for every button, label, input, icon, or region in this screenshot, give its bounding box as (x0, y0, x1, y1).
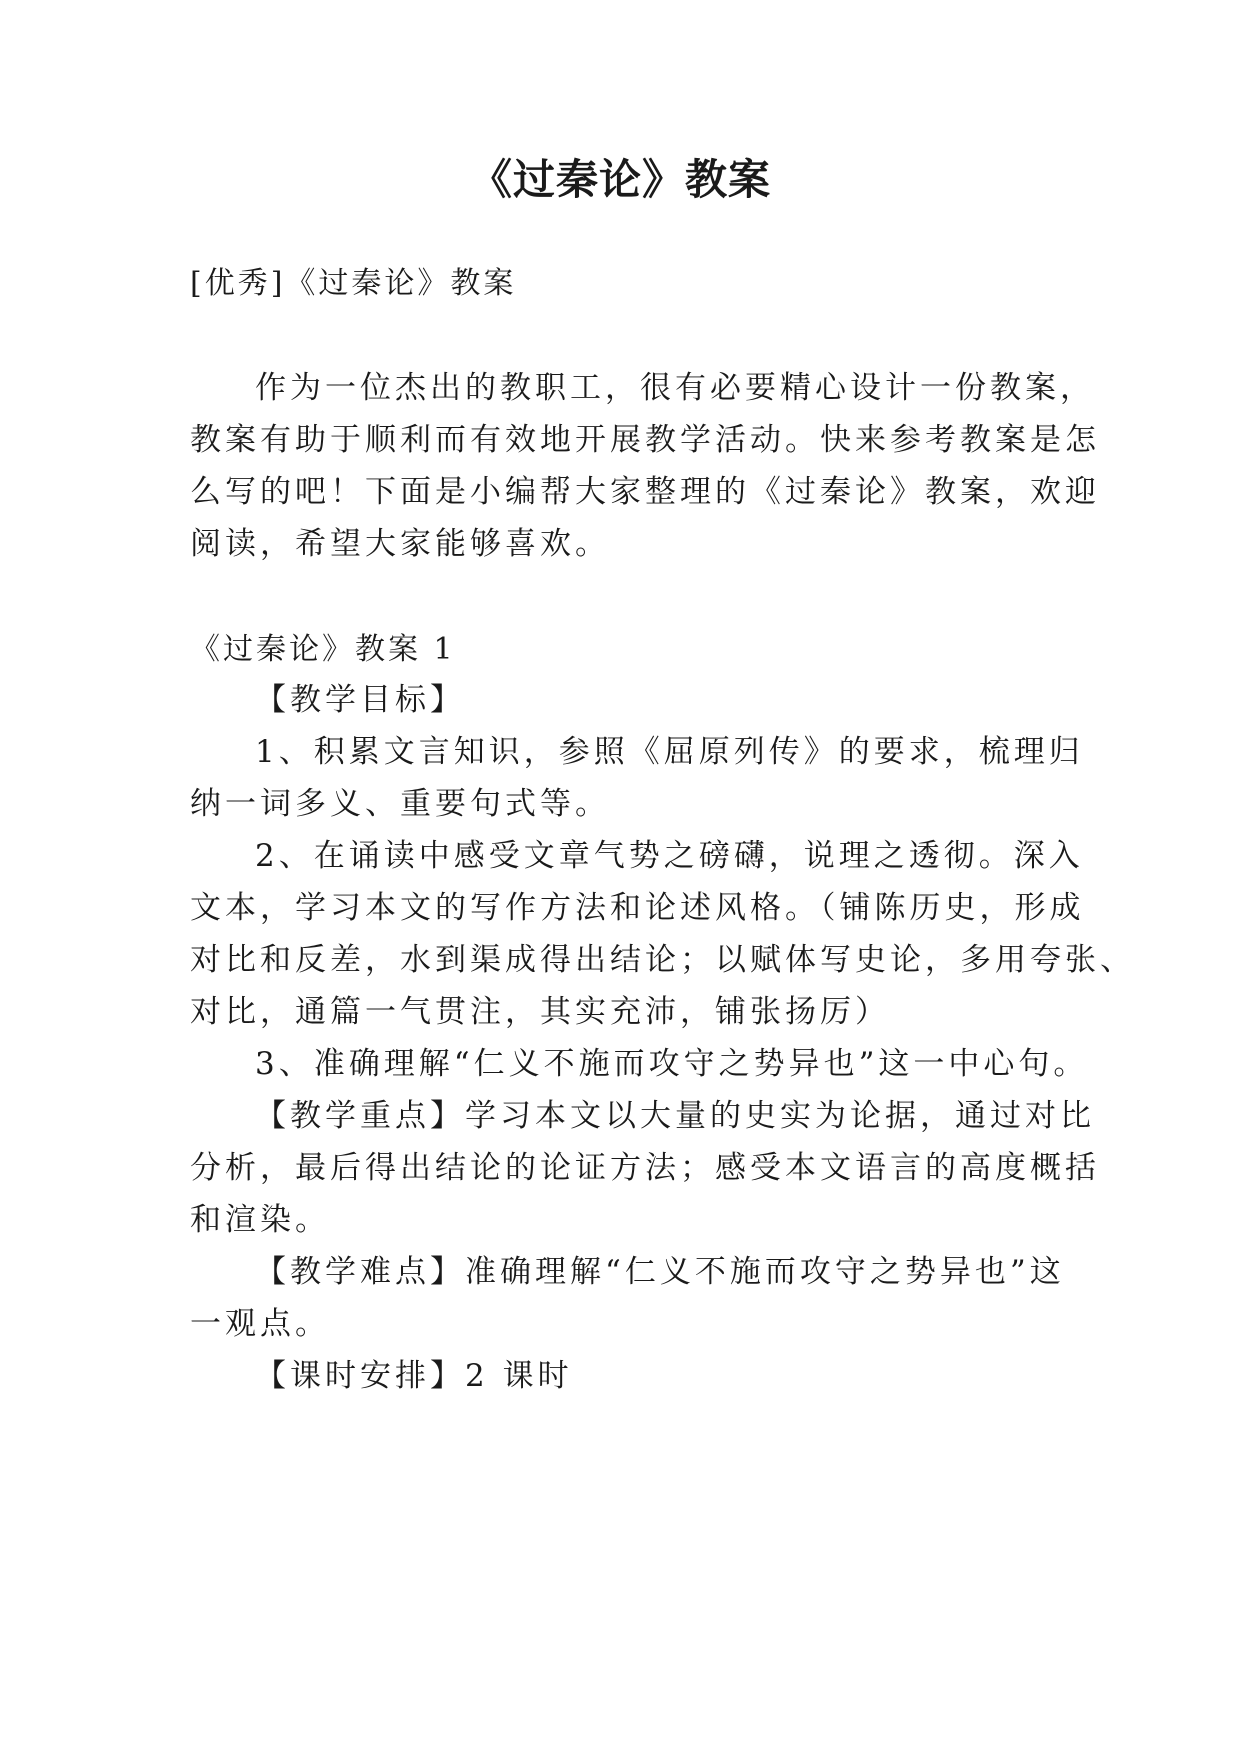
goal-2-line-1: 2、在诵读中感受文章气势之磅礴，说理之透彻。深入 (255, 838, 1084, 874)
intro-line-4: 阅读，希望大家能够喜欢。 (190, 526, 610, 562)
goal-2-line-2: 文本，学习本文的写作方法和论述风格。（铺陈历史，形成 (190, 890, 1085, 926)
key-point-line-2: 分析，最后得出结论的论证方法；感受本文语言的高度概括 (190, 1150, 1100, 1186)
difficulty-line-2: 一观点。 (190, 1306, 330, 1342)
section-heading: 《过秦论》教案 1 (190, 632, 456, 667)
difficulty-line-1: 【教学难点】准确理解“仁义不施而攻守之势异也”这 (255, 1254, 1065, 1290)
key-point-line-1: 【教学重点】学习本文以大量的史实为论据，通过对比 (255, 1098, 1095, 1134)
document-title: 《过秦论》教案 (469, 155, 771, 204)
intro-line-1: 作为一位杰出的教职工，很有必要精心设计一份教案， (255, 370, 1095, 406)
key-point-line-3: 和渲染。 (190, 1202, 330, 1238)
intro-line-2: 教案有助于顺利而有效地开展教学活动。快来参考教案是怎 (190, 422, 1100, 458)
intro-line-3: 么写的吧！下面是小编帮大家整理的《过秦论》教案，欢迎 (190, 474, 1100, 510)
goal-3-line-1: 3、准确理解“仁义不施而攻守之势异也”这一中心句。 (255, 1046, 1089, 1082)
goal-1-line-1: 1、积累文言知识，参照《屈原列传》的要求，梳理归 (255, 734, 1084, 770)
goal-2-line-4: 对比，通篇一气贯注，其实充沛，铺张扬厉） (190, 994, 890, 1030)
schedule-line: 【课时安排】2 课时 (255, 1358, 573, 1394)
goal-2-line-3: 对比和反差，水到渠成得出结论；以赋体写史论，多用夸张、 (190, 942, 1135, 978)
document-subtitle: [优秀]《过秦论》教案 (190, 266, 517, 301)
goals-heading: 【教学目标】 (255, 682, 465, 718)
goal-1-line-2: 纳一词多义、重要句式等。 (190, 786, 610, 822)
